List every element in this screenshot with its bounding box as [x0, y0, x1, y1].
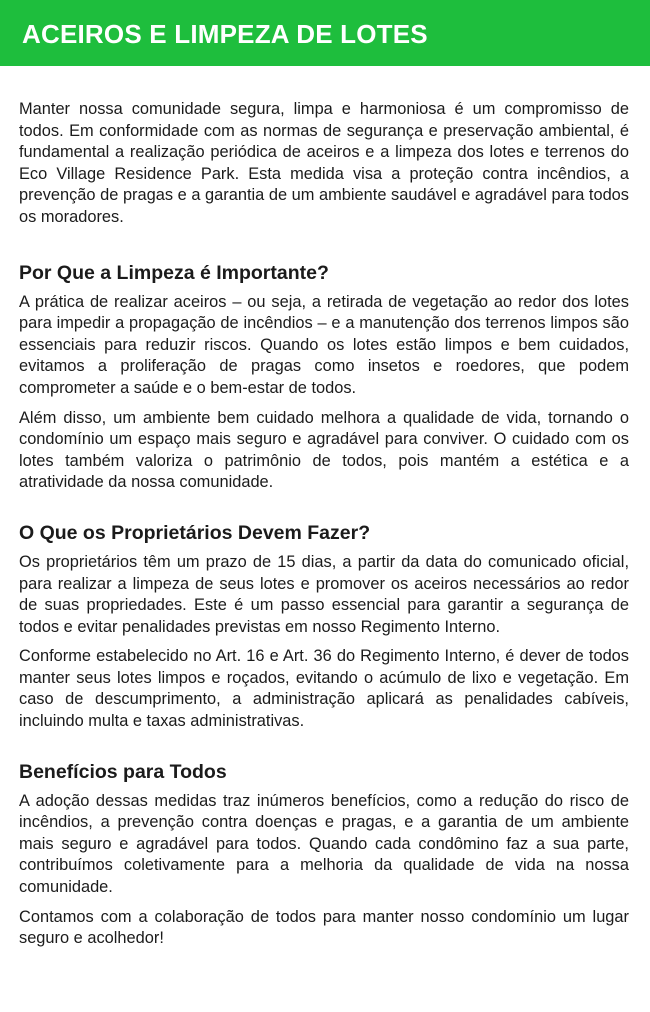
article-body: [19, 99, 629, 958]
section-paragraph: A adoção dessas medidas traz inúmeros benefícios, como a redução do risco de incêndios, a prevenção contra doenças e pragas, e a garantia de um ambiente mais seguro e agradável para todos. Quando cada condômino faz a sua parte, contribuímos coletivamente para a melhoria da qualidade de vida na nossa comunidade.: [19, 791, 629, 897]
section-paragraph: Os proprietários têm um prazo de 15 dias, a partir da data do comunicado oficial, para realizar a limpeza de seus lotes e promover os aceiros necessários ao redor de suas propriedades. Este é um passo essencial para garantir a segurança de todos e evitar penalidades previstas em nosso Regimento Interno.: [19, 552, 629, 636]
section-importance: [19, 260, 629, 494]
section-paragraph: Contamos com a colaboração de todos para manter nosso condomínio um lugar seguro e acolhedor!: [19, 907, 629, 948]
page-title: ACEIROS E LIMPEZA DE LOTES: [22, 19, 428, 49]
section-paragraph: Além disso, um ambiente bem cuidado melhora a qualidade de vida, tornando o condomínio um espaço mais seguro e agradável para conviver. O cuidado com os lotes também valoriza o patrimônio de todos, pois mantém a estética e a atratividade da nossa comunidade.: [19, 408, 629, 492]
header-banner: [0, 0, 650, 66]
intro-paragraph: Manter nossa comunidade segura, limpa e harmoniosa é um compromisso de todos. Em conformidade com as normas de segurança e preservação ambiental, é fundamental a realização periódica de aceiros e a limpeza dos lotes e terrenos do Eco Village Residence Park. Esta medida visa a proteção contra incêndios, a prevenção de pragas e a garantia de um ambiente saudável e agradável para todos os moradores.: [19, 100, 629, 226]
section-paragraph: Conforme estabelecido no Art. 16 e Art. 36 do Regimento Interno, é dever de todos manter seus lotes limpos e roçados, evitando o acúmulo de lixo e vegetação. Em caso de descumprimento, a administração aplicará as penalidades cabíveis, incluindo multa e taxas administrativas.: [19, 647, 629, 731]
section-owner-duties: [19, 520, 629, 733]
section-title: O Que os Proprietários Devem Fazer?: [19, 521, 371, 544]
section-title: Por Que a Limpeza é Importante?: [19, 261, 329, 284]
section-benefits: [19, 759, 629, 950]
section-paragraph: A prática de realizar aceiros – ou seja, a retirada de vegetação ao redor dos lotes para impedir a propagação de incêndios – e a manutenção dos terrenos limpos são essenciais para reduzir riscos. Quando os lotes estão limpos e bem cuidados, evitamos a proliferação de pragas como insetos e roedores, que podem comprometer a saúde e o bem-estar de todos.: [19, 292, 629, 397]
section-title: Benefícios para Todos: [19, 760, 227, 783]
